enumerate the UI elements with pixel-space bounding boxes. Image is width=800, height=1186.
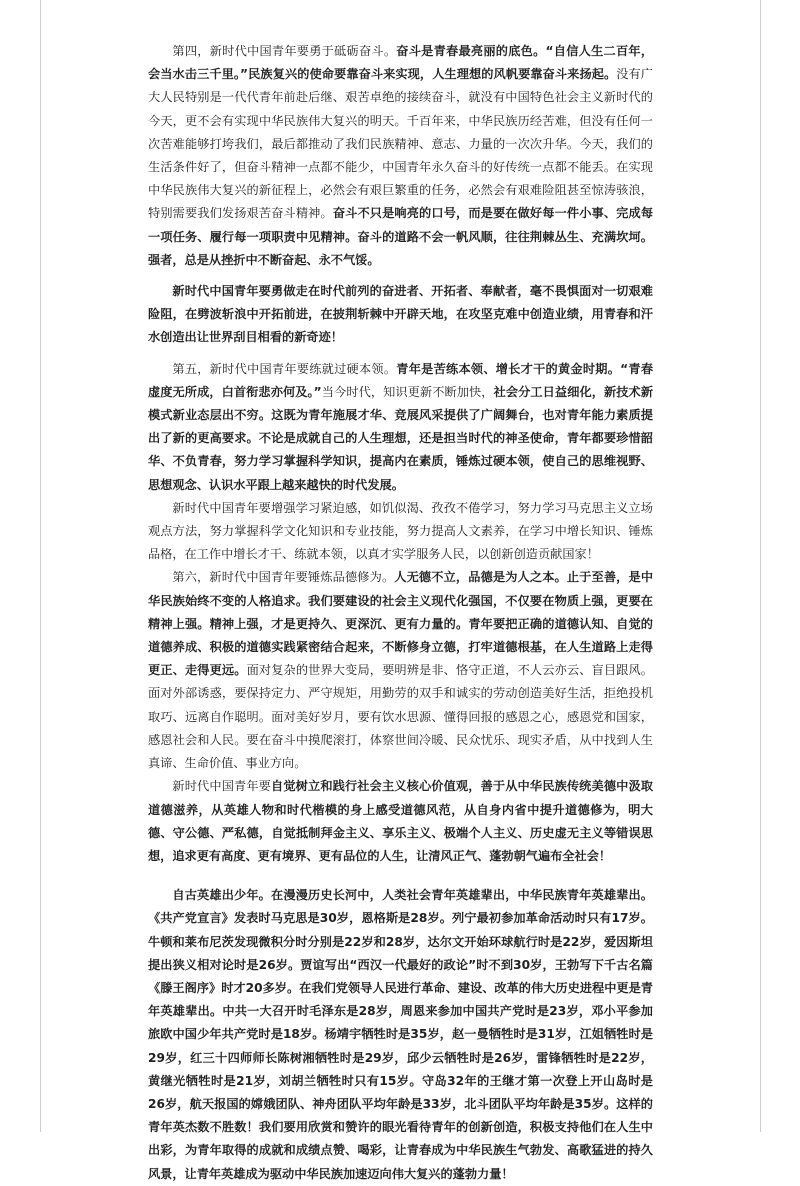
paragraph-fifth-skills [148,358,653,497]
text-span: 没有广大人民特别是一代代青年前赴后继、艰苦卓绝的接续奋斗，就没有中国特色社会主义新时代的今天，更不会有实现中华民族伟大复兴的明天。千百年来，中华民族历经苦难，但没有任何一次苦难能够打垮我们，最后都推动了我们民族精神、意志、力量的一次次升华。今天，我们的生活条件好了，但奋斗精神一点都不能少，中国青年永久奋斗的好传统一点都不能丢。在实现中华民族伟大复兴的新征程上，必然会有艰巨繁重的任务，必然会有艰难险阻甚至惊涛骇浪，特别需要我们发扬艰苦奋斗精神。 [148,67,653,221]
paragraph-young-heroes [148,884,653,1186]
text-span: 新时代中国青年要 [172,779,272,794]
text-span-bold: 人无德不立，品德是为人之本。止于至善，是中华民族始终不变的人格追求。我们要建设的社会主义现代化强国，不仅要在物质上强，更要在精神上强。精神上强，才是更持久、更深沉、更有力量的。青年要把正确的道德认知、自觉的道德养成、积极的道德实践紧密结合起来，不断修身立德，打牢道德根基，在人生道路上走得更正、走得更远。 [148,570,654,678]
text-span: 第五，新时代中国青年要练就过硬本领。 [172,361,397,376]
text-span-bold: 社会分工日益细化，新技术新模式新业态层出不穷。这既为青年施展才华、竞展风采提供了广阔舞台，也对青年能力素质提出了新的更高要求。不论是成就自己的人生理想，还是担当时代的神圣使命，青年都要珍惜韶华、不负青春，努力学习掌握科学知识，提高内在素质，锤炼过硬本领，使自己的思维视野、思想观念、认识水平跟上越来越快的时代发展。 [148,384,654,492]
text-span-bold: 新时代中国青年要勇做走在时代前列的奋进者、开拓者、奉献者，毫不畏惧面对一切艰难险阻，在劈波斩浪中开拓前进，在披荆斩棘中开辟天地，在攻坚克难中创造业绩，用青春和汗水创造出让世界刮目相看的新奇迹！ [148,284,653,345]
text-span: 第六，新时代中国青年要锤炼品德修为。 [172,570,395,585]
paragraph-fourth-struggle [148,40,653,272]
paragraph-values-call [148,775,653,868]
left-margin-line [40,0,41,1132]
text-span: 第四，新时代中国青年要勇于砥砺奋斗。 [172,44,397,58]
text-span: 面对复杂的世界大变局，要明辨是非、恪守正道，不人云亦云、盲目跟风。面对外部诱惑，要保持定力、严守规矩，用勤劳的双手和诚实的劳动创造美好生活，拒绝投机取巧、远离自作聪明。面对美好岁月，要有饮水思源、懂得回报的感恩之心，感恩党和国家，感恩社会和人民。要在奋斗中摸爬滚打，体察世间冷暖、民众忧乐、现实矛盾，从中找到人生真谛、生命价值、事业方向。 [148,663,653,771]
text-span: 当今时代，知识更新不断加快， [321,384,494,399]
text-span-bold: 奋斗不只是响亮的口号，而是要在做好每一件小事、完成每一项任务、履行每一项职责中见精神。奋斗的道路不会一帆风顺，往往荆棘丛生、充满坎坷。强者，总是从挫折中不断奋起、永不气馁。 [148,206,654,267]
paragraph-struggle-call [148,280,653,350]
text-span-bold: 自觉树立和践行社会主义核心价值观，善于从中华民族传统美德中汲取道德滋养，从英雄人物和时代楷模的身上感受道德风范，从自身内省中提升道德修为，明大德、守公德、严私德，自觉抵制拜金主义、享乐主义、极端个人主义、历史虚无主义等错误思想，追求更有高度、更有境界、更有品位的人生，让清风正气、蓬勃朝气遍布全社会！ [148,779,654,863]
paragraph-learning-call [148,497,653,567]
text-span-bold: 青年是苦练本领、增长才干的黄金时期。“青春虚度无所成，白首衔悲亦何及。” [148,361,654,399]
document-page [148,40,653,1186]
text-span: 新时代中国青年要增强学习紧迫感，如饥似渴、孜孜不倦学习，努力学习马克思主义立场观点方法，努力掌握科学文化知识和专业技能，努力提高人文素养，在学习中增长知识、锤炼品格，在工作中增长才干、练就本领，以真才实学服务人民，以创新创造贡献国家！ [148,500,653,562]
text-span-bold: 自古英雄出少年。在漫漫历史长河中，人类社会青年英雄辈出，中华民族青年英雄辈出。《共产党宣言》发表时马克思是30岁，恩格斯是28岁。列宁最初参加革命活动时只有17岁。牛顿和莱布尼茨发现微积分时分别是22岁和28岁，达尔文开始环球航行时是22岁，爱因斯坦提出狭义相对论时是26岁。贾谊写出“西汉一代最好的政论”时不到30岁，王勃写下千古名篇《滕王阁序》时才20多岁。在我们党领导人民进行革命、建设、改革的伟大历史进程中更是青年英雄辈出。中共一大召开时毛泽东是28岁，周恩来参加中国共产党时是23岁，邓小平参加旅欧中国少年共产党时是18岁。杨靖宇牺牲时是35岁，赵一曼牺牲时是31岁，江姐牺牲时是29岁，红三十四师师长陈树湘牺牲时是29岁，邱少云牺牲时是26岁，雷锋牺牲时是22岁，黄继光牺牲时是21岁，刘胡兰牺牲时只有15岁。守岛32年的王继才第一次登上开山岛时是26岁，航天报国的嫦娥团队、神舟团队平均年龄是33岁，北斗团队平均年龄是35岁。这样的青年英杰数不胜数！我们要用欣赏和赞许的眼光看待青年的创新创造，积极支持他们在人生中出彩，为青年取得的成就和成绩点赞、喝彩，让青春成为中华民族生气勃发、高歌猛进的持久风景，让青年英雄成为驱动中华民族加速迈向伟大复兴的蓬勃力量！ [148,888,653,1181]
right-margin-line [760,0,761,1132]
text-span-bold: 奋斗是青春最亮丽的底色。“自信人生二百年，会当水击三千里。”民族复兴的使命要靠奋斗来实现，人生理想的风帆要靠奋斗来扬起。 [148,44,654,82]
paragraph-sixth-morality [148,566,653,775]
